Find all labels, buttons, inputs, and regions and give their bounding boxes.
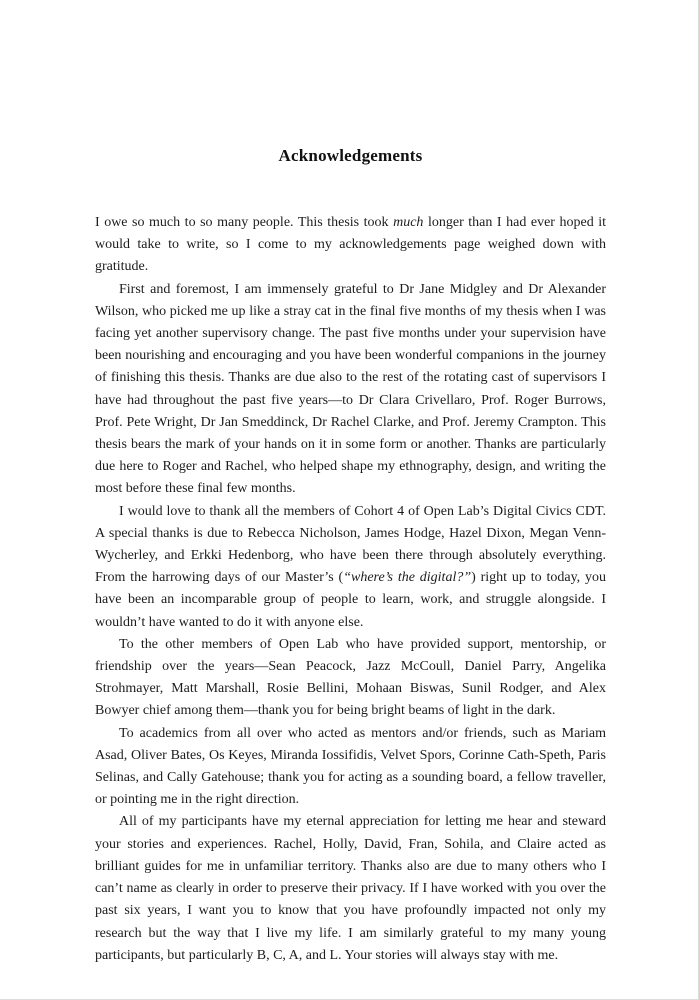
- paragraph: [95, 212, 606, 279]
- paragraph: [95, 723, 606, 812]
- page-title: Acknowledgements: [278, 146, 423, 165]
- paragraph: [95, 279, 606, 501]
- text-run: To the other members of Open Lab who have provided support, mentorship, or friendship over the years—Sean Peacock, Jazz McCoull, Daniel Parry, Angelika Strohmayer, Matt Marshall, Rosie Bellini, Mohaan Biswas, Sunil Rodger, and Alex Bowyer chief among them—thank you for being bright beams of light in the dark.: [95, 636, 606, 719]
- italic-text-run: “where’s the digital?”: [343, 570, 472, 586]
- text-run: First and foremost, I am immensely grateful to Dr Jane Midgley and Dr Alexander Wilson, who picked me up like a stray cat in the final five months of my thesis when I was facing yet another supervisory change. The past five months under your supervision have been nourishing and encouraging and you have been wonderful companions in the journey of finishing this thesis. Thanks are due also to the rest of the rotating cast of supervisors I have had throughout the past five years—to Dr Clara Crivellaro, Prof. Roger Burrows, Prof. Pete Wright, Dr Jan Smeddinck, Dr Rachel Clarke, and Prof. Jeremy Crampton. This thesis bears the mark of your hands on it in some form or another. Thanks are particularly due here to Roger and Rachel, who helped shape my ethnography, design, and writing the most before these final few months.: [95, 281, 606, 497]
- italic-text-run: much: [393, 215, 424, 230]
- paragraph: [95, 501, 606, 634]
- acknowledgements-section: [95, 146, 606, 967]
- text-run: To academics from all over who acted as mentors and/or friends, such as Mariam Asad, Oliver Bates, Os Keyes, Miranda Iossifidis, Velvet Spors, Corinne Cath-Speth, Paris Selinas, and Cally Gatehouse; thank you for acting as a sounding board, a fellow traveller, or pointing me in the right direction.: [95, 725, 606, 808]
- body-text: [95, 212, 606, 967]
- text-run: I would love to thank all the members of Cohort 4 of Open Lab’s Digital Civics CDT. A special thanks is due to Rebecca Nicholson, James Hodge, Hazel Dixon, Megan Venn-Wycherley, and Erkki Hedenborg, who have been there through absolutely everything. From the harrowing days of our Master’s (: [95, 503, 606, 586]
- text-run: All of my participants have my eternal appreciation for letting me hear and steward your stories and experiences. Rachel, Holly, David, Fran, Sohila, and Claire acted as brilliant guides for me in unfamiliar territory. Thanks also are due to many others who I can’t name as clearly in order to preserve their privacy. If I have worked with you over the past six years, I want you to know that you have profoundly impacted not only my research but the way that I live my life. I am similarly grateful to my many young participants, but particularly B, C, A, and L. Your stories will always stay with me.: [95, 814, 606, 963]
- text-run: I owe so much to so many people. This thesis took: [95, 215, 394, 230]
- paragraph: [95, 811, 606, 966]
- text-run: longer than I had ever hoped it would take to write, so I come to my acknowledgements page weighed down with gratitude.: [95, 215, 607, 275]
- text-run: ) right up to today, you have been an incomparable group of people to learn, work, and struggle alongside. I wouldn’t have wanted to do it with anyone else.: [95, 570, 606, 630]
- paragraph: [95, 634, 606, 723]
